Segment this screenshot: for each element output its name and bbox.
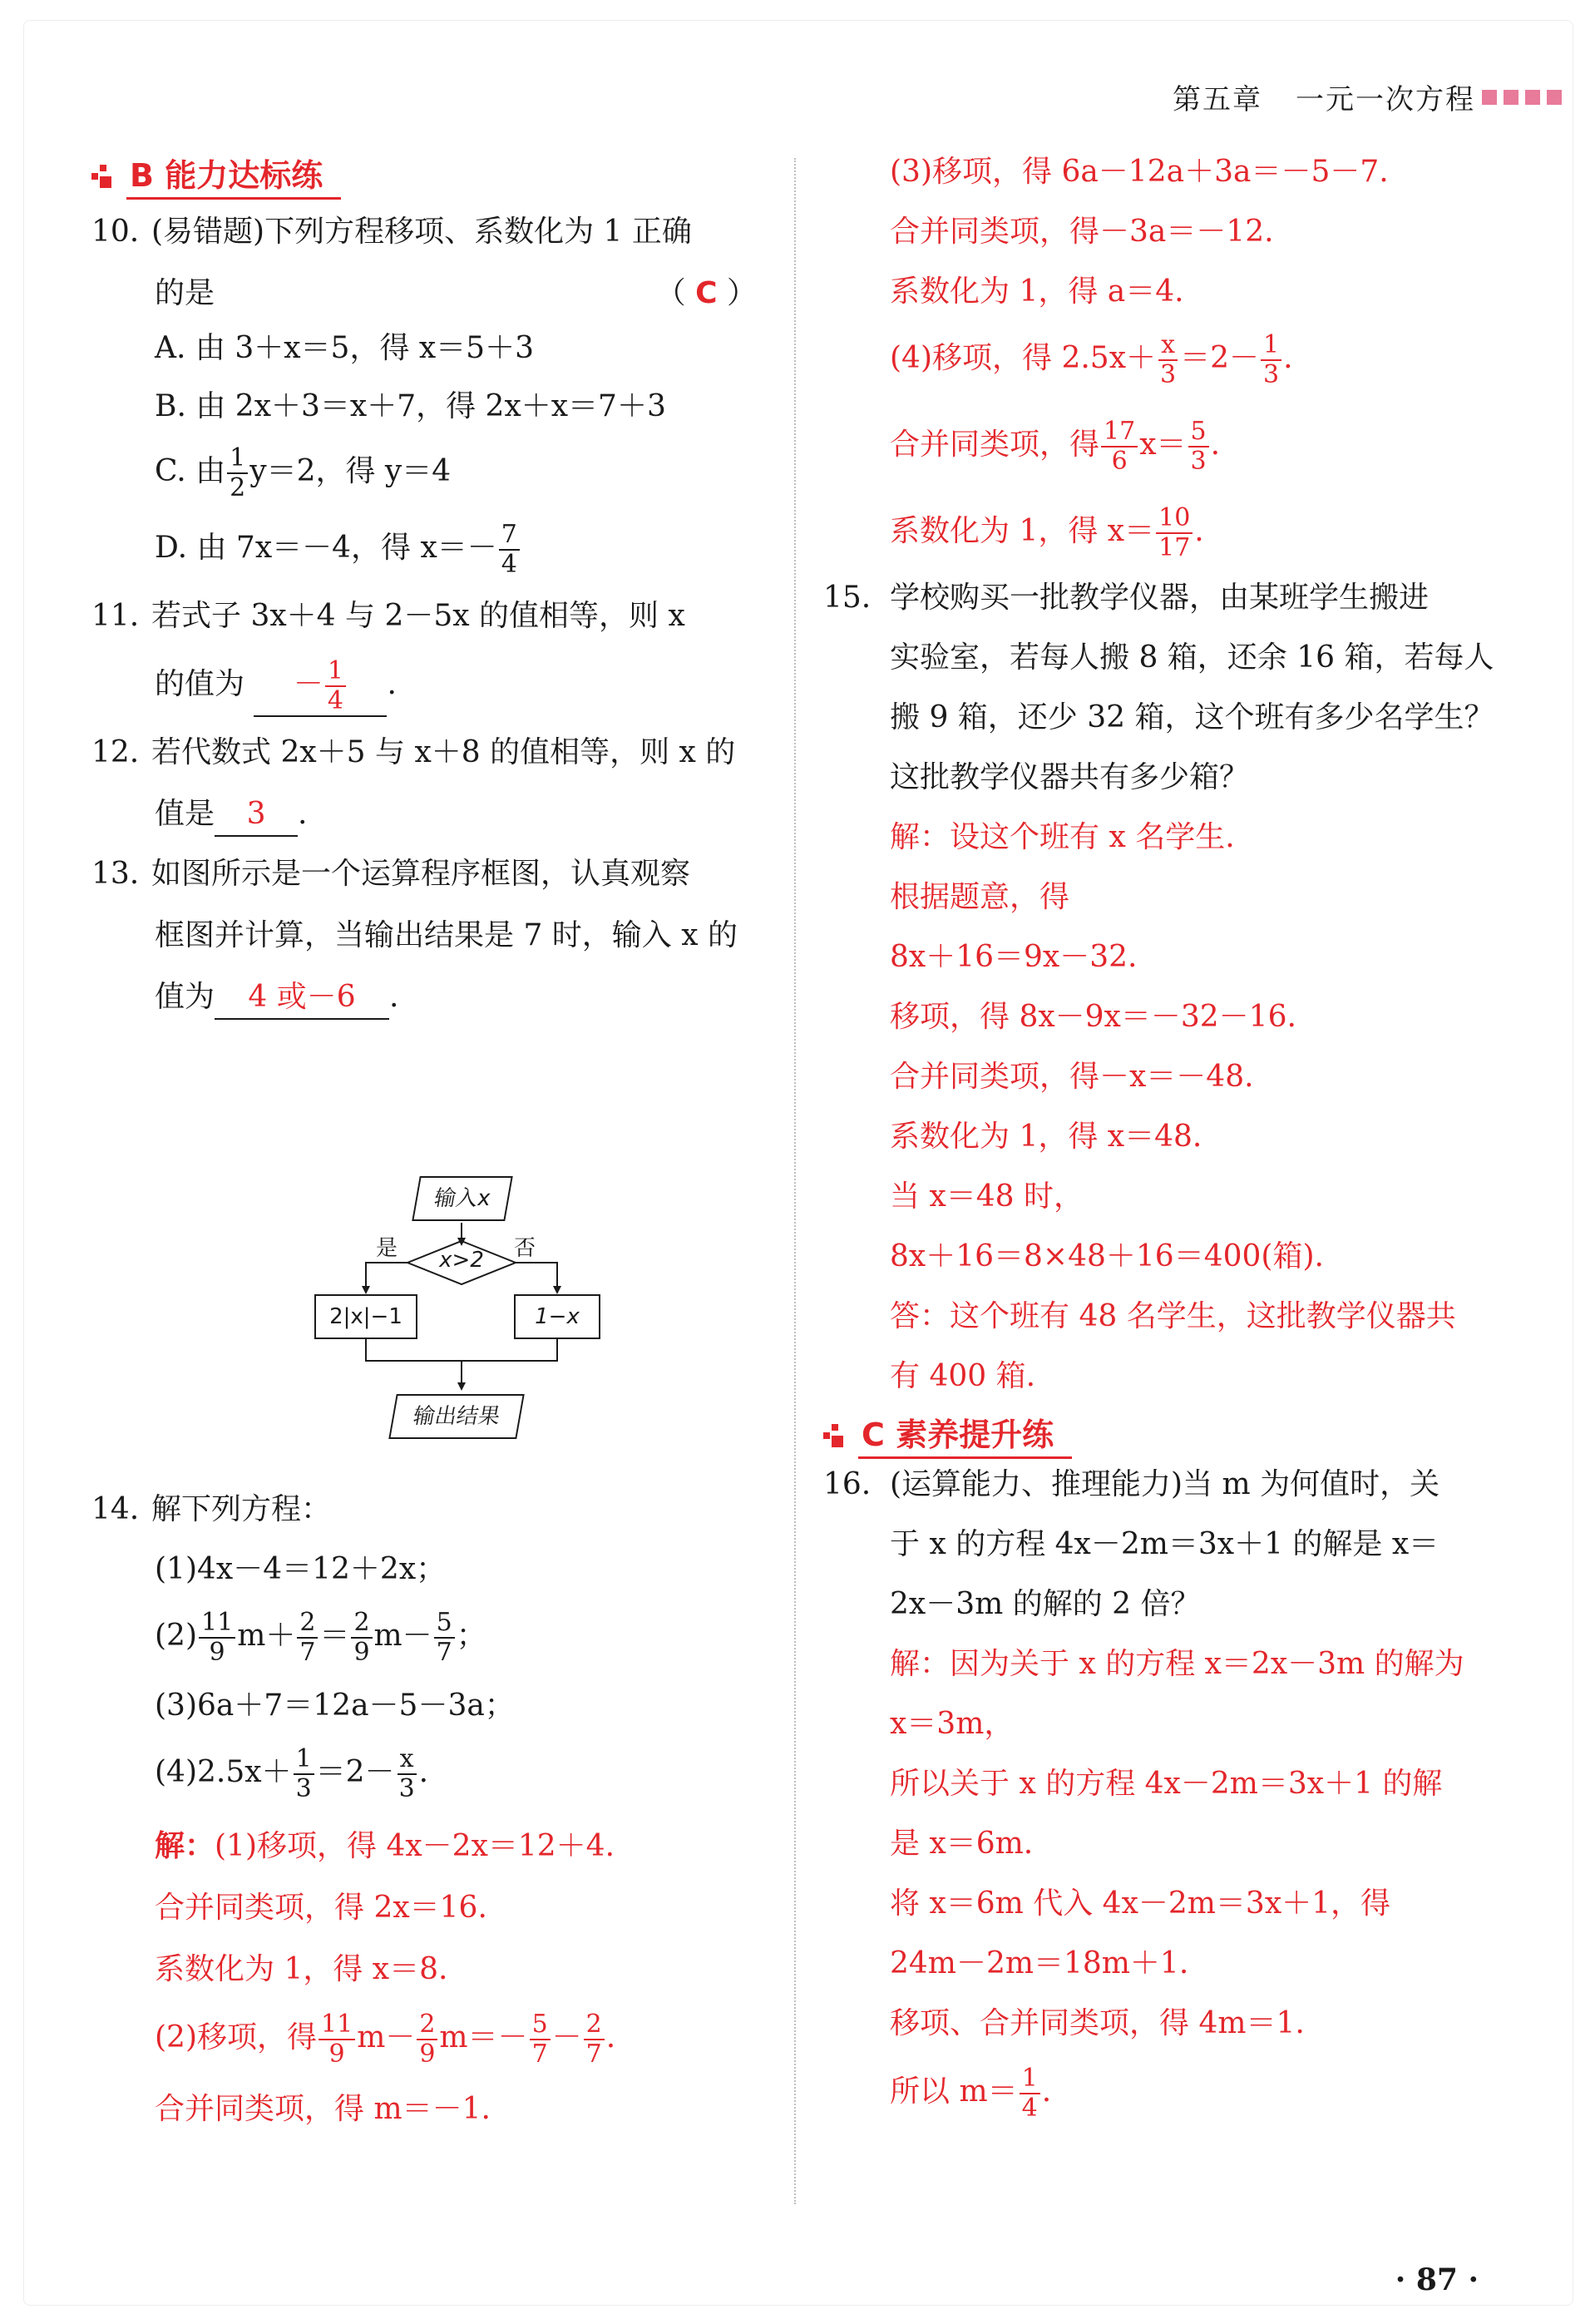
solution-line: 合并同类项，得－x＝－48. xyxy=(890,1060,1254,1094)
solution-line: 系数化为 1，得 x＝8. xyxy=(155,1952,448,1986)
question-stem: 这批教学仪器共有多少箱？ xyxy=(890,760,1250,794)
question-stem: 解下列方程： xyxy=(151,1492,332,1526)
question-number: 14. xyxy=(91,1492,140,1526)
solution-line: x＝3m， xyxy=(890,1707,1015,1741)
solution-line: 所以 m＝ $\frac{1}{4}$ . xyxy=(890,2064,1052,2123)
solution-line: 系数化为 1，得 x＝48. xyxy=(890,1120,1202,1154)
question-stem: 搬 9 箱，还少 32 箱，这个班有多少名学生？ xyxy=(890,700,1494,734)
page-header xyxy=(1173,77,1562,117)
solution-14: 解：(1)移项，得 4x－2x＝12＋4. 合并同类项，得 2x＝16. 系数化为 1，得 x＝8. (2)移项，得 $\frac{11}{9}$ m－ $\frac{2}{9}$ m＝－ $\frac{5}{7}$ － $\frac{2}{7}$ . 合并同类项，得 m＝－1. xyxy=(91,1825,757,2130)
solution-line: 移项，得 8x－9x＝－32－16. xyxy=(890,1000,1296,1034)
solution-16 xyxy=(823,1644,1514,2123)
solution-line: 是 x＝6m. xyxy=(890,1827,1034,1861)
question-10 xyxy=(91,211,757,579)
section-c-title xyxy=(823,1409,1514,1459)
answer-blank: 4 或－6 xyxy=(215,977,389,1020)
header-square-icon xyxy=(1504,90,1518,105)
question-number: 13. xyxy=(91,857,140,891)
question-number: 12. xyxy=(91,735,140,769)
option-a: A. 由 3＋x＝5，得 x＝5＋3 xyxy=(155,331,534,365)
question-stem: 若式子 3x＋4 与 2－5x 的值相等，则 x xyxy=(151,599,685,633)
solution-line: 根据题意，得 xyxy=(890,880,1070,914)
question-stem: 框图并计算，当输出结果是 7 时，输入 x 的 xyxy=(155,918,738,952)
flowchart xyxy=(299,1164,632,1447)
option-b: B. 由 2x＋3＝x＋7，得 2x＋x＝7＋3 xyxy=(155,389,666,423)
solution-line: 答：这个班有 48 名学生，这批教学仪器共 xyxy=(890,1299,1456,1333)
solution-14-continued xyxy=(823,151,1514,562)
solution-line: 8x＋16＝9x－32. xyxy=(890,940,1138,974)
flow-input-box: 输入x xyxy=(412,1176,513,1221)
question-stem: 于 x 的方程 4x－2m＝3x＋1 的解是 x＝ xyxy=(890,1527,1439,1561)
chapter-title: 一元一次方程 xyxy=(1296,83,1475,116)
solution-line: 合并同类项，得 $\frac{17}{6}$ x＝ $\frac{5}{3}$ . xyxy=(890,417,1221,476)
solution-label: 解： xyxy=(155,1828,215,1863)
solution-line: 有 400 箱. xyxy=(890,1359,1036,1393)
question-stem: 实验室，若每人搬 8 箱，还余 16 箱，若每人 xyxy=(890,640,1494,675)
question-number: 15. xyxy=(823,581,872,615)
question-stem: 下列方程移项、系数化为 1 正确 xyxy=(264,215,692,249)
header-square-icon xyxy=(1482,90,1497,105)
column-divider xyxy=(794,158,796,2204)
flow-left-box: 2|x|−1 xyxy=(314,1294,417,1339)
question-11: 11. 若式子 3x＋4 与 2－5x 的值相等，则 x 的值为 － $\frac{1}{4}$ . xyxy=(91,596,757,717)
question-stem: 的值为 xyxy=(155,667,245,701)
subquestion-1: (1)4x－4＝12＋2x； xyxy=(155,1552,447,1586)
subquestion-4: (4)2.5x＋ $\frac{1}{3}$ ＝2－ $\frac{x}{3}$ . xyxy=(155,1744,429,1803)
section-dots-icon xyxy=(823,1419,853,1449)
section-b-letter: B xyxy=(130,157,154,194)
flow-no-label: 否 xyxy=(514,1236,536,1261)
header-square-icon xyxy=(1547,90,1562,105)
solution-line: 解：因为关于 x 的方程 x＝2x－3m 的解为 xyxy=(890,1647,1464,1681)
solution-line: 解：设这个班有 x 名学生. xyxy=(890,820,1235,854)
solution-line: 所以关于 x 的方程 4x－2m＝3x＋1 的解 xyxy=(890,1767,1443,1801)
question-tag: (易错题) xyxy=(151,215,265,249)
question-15 xyxy=(823,577,1514,1397)
question-stem: 若代数式 2x＋5 与 x＋8 的值相等，则 x 的 xyxy=(151,735,736,769)
flow-right-box: 1−x xyxy=(514,1294,600,1339)
option-c: C. 由 $\frac{1}{2}$ y＝2，得 y＝4 xyxy=(155,443,452,502)
subquestion-2: (2) $\frac{11}{9}$ m＋ $\frac{2}{7}$ ＝ $\frac{2}{9}$ m－ $\frac{5}{7}$ ； xyxy=(155,1608,486,1667)
question-16 xyxy=(823,1464,1514,2123)
solution-line: 合并同类项，得 2x＝16. xyxy=(155,1891,487,1925)
flow-condition: x>2 xyxy=(439,1248,484,1273)
question-13: 13. 如图所示是一个运算程序框图，认真观察 框图并计算，当输出结果是 7 时，输入 x 的 值为 4 或－6 . xyxy=(91,853,757,1020)
question-12: 12. 若代数式 2x＋5 与 x＋8 的值相等，则 x 的 值是 3 . xyxy=(91,732,757,837)
question-stem: 学校购买一批教学仪器，由某班学生搬进 xyxy=(890,581,1430,615)
choice-answer: C xyxy=(695,276,718,310)
flow-yes-label: 是 xyxy=(376,1236,398,1261)
section-c-letter: C xyxy=(862,1417,885,1453)
solution-line: 系数化为 1，得 x＝ $\frac{10}{17}$ . xyxy=(890,503,1204,562)
page-number: · 87 · xyxy=(1395,2262,1479,2297)
question-14 xyxy=(91,1489,757,2130)
solution-line: (4)移项，得 2.5x＋ $\frac{x}{3}$ ＝2－ $\frac{1}{3}$ . xyxy=(890,330,1293,389)
question-stem: 的是 xyxy=(155,276,215,310)
solution-line: (2)移项，得 $\frac{11}{9}$ m－ $\frac{2}{9}$ m＝－ $\frac{5}{7}$ － $\frac{2}{7}$ . xyxy=(155,2010,616,2069)
flow-output-box: 输出结果 xyxy=(388,1394,525,1439)
question-number: 10. xyxy=(91,215,140,249)
option-d: D. 由 7x＝－4，得 x＝－ $\frac{7}{4}$ xyxy=(91,521,757,579)
section-dots-icon xyxy=(91,160,121,190)
answer-blank: 3 xyxy=(215,794,298,837)
solution-line: 将 x＝6m 代入 4x－2m＝3x＋1，得 xyxy=(890,1886,1391,1921)
chapter-label: 第五章 xyxy=(1173,83,1262,116)
question-stem: 值为 xyxy=(155,980,215,1014)
question-number: 16. xyxy=(823,1467,872,1501)
solution-line: 当 x＝48 时， xyxy=(890,1179,1084,1214)
solution-line: 24m－2m＝18m＋1. xyxy=(890,1946,1189,1980)
question-stem: 如图所示是一个运算程序框图，认真观察 xyxy=(151,857,691,891)
section-b-title xyxy=(91,150,757,200)
answer-blank: － $\frac{1}{4}$ xyxy=(254,657,387,717)
question-number: 11. xyxy=(91,599,140,633)
solution-line: 8x＋16＝8×48＋16＝400(箱). xyxy=(890,1239,1324,1273)
question-stem: 2x－3m 的解的 2 倍？ xyxy=(890,1587,1201,1621)
right-column xyxy=(823,151,1514,2123)
solution-15 xyxy=(823,817,1514,1397)
header-square-icon xyxy=(1525,90,1540,105)
solution-line: 移项、合并同类项，得 4m＝1. xyxy=(890,2006,1305,2040)
section-b-label: 能力达标练 xyxy=(165,157,323,194)
solution-line: (3)移项，得 6a－12a＋3a＝－5－7. xyxy=(890,155,1389,189)
solution-line: 合并同类项，得－3a＝－12. xyxy=(890,215,1274,249)
answer-bracket: （ C ） xyxy=(655,276,757,310)
solution-line: 合并同类项，得 m＝－1. xyxy=(155,2092,491,2126)
solution-line: 系数化为 1，得 a＝4. xyxy=(890,274,1184,309)
section-c-label: 素养提升练 xyxy=(896,1417,1054,1453)
subquestion-3: (3)6a＋7＝12a－5－3a； xyxy=(155,1689,515,1723)
question-stem: 值是 xyxy=(155,797,215,831)
question-stem: (运算能力、推理能力)当 m 为何值时，关 xyxy=(890,1467,1440,1501)
